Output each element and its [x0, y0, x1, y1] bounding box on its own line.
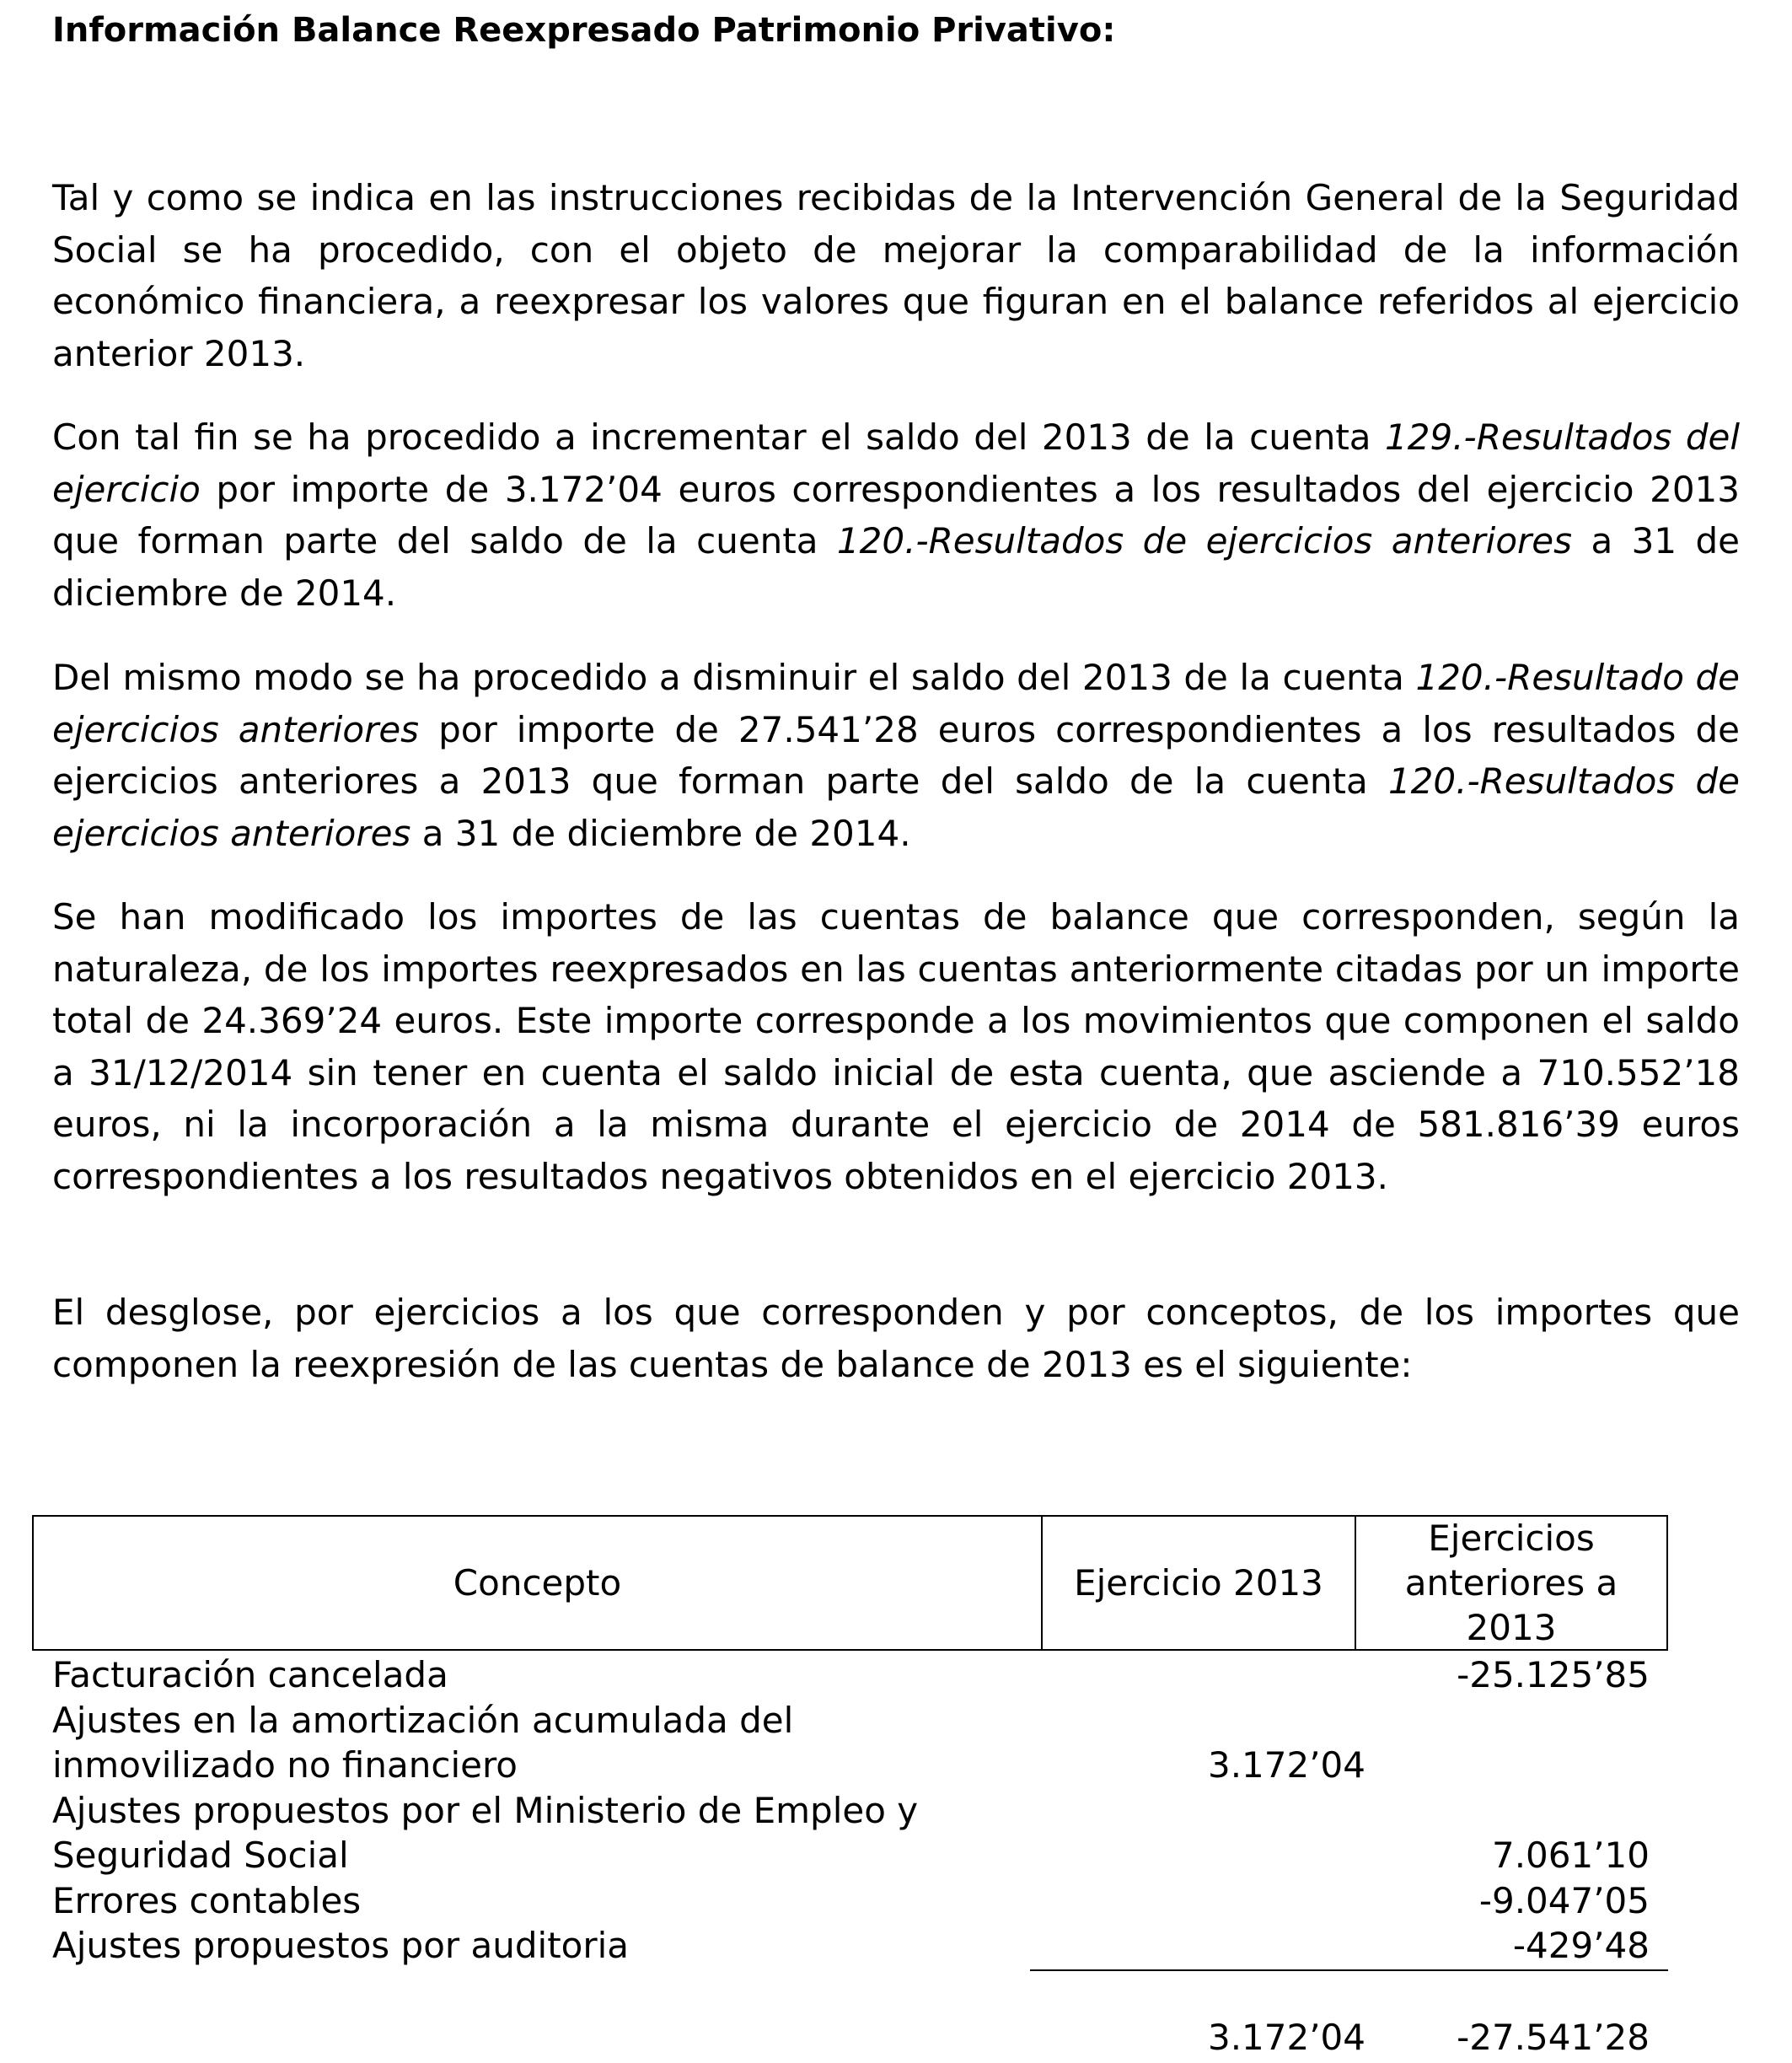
paragraph-text: Con tal fin se ha procedido a incrementar el saldo del 2013 de la cuenta — [52, 416, 1386, 458]
cell-concept-empty — [52, 2015, 1047, 2060]
total-2013: 3.172’04 — [1207, 2017, 1365, 2058]
table-row — [52, 1698, 1650, 1788]
table-row — [52, 1878, 1650, 1924]
cell-previous-years: -25.125’85 — [1457, 1654, 1650, 1695]
paragraph-text: a 31 de diciembre de 2014. — [52, 520, 1741, 614]
totals-divider — [1030, 1969, 1668, 1971]
column-header-previous-years — [1356, 1517, 1666, 1649]
table-row — [52, 1788, 1650, 1878]
table-body — [52, 1652, 1650, 1969]
paragraph-modifications: Se han modificado los importes de las cuentas de balance que corresponden, según la naturaleza, de los importes reexpresados en las cuentas anteriormente citadas por un importe total de 24.369’24 euros. Este importe corresponde a los movimientos que componen el saldo a 31/12/2014 sin tener en cuenta el saldo inicial de esta cuenta, que asciende a 710.552’18 euros, ni la incorporación a la misma durante el ejercicio de 2014 de 581.816’39 euros correspondientes a los resultados negativos obtenidos en el ejercicio 2013. — [52, 896, 1740, 1197]
account-reference: 120.-Resultados de ejercicios anteriores — [836, 520, 1573, 561]
column-header-concept: Concepto — [34, 1517, 1043, 1649]
cell-concept: Facturación cancelada — [52, 1654, 448, 1695]
cell-2013: 3.172’04 — [1207, 1744, 1365, 1786]
cell-concept: Ajustes propuestos por el Ministerio de Empleo y Seguridad Social — [52, 1789, 919, 1876]
account-reference: 120.-Resultado de ejercicios anteriores — [52, 657, 1740, 750]
column-header-previous-years-label: Ejercicios anteriores a 2013 — [1404, 1518, 1618, 1648]
paragraph-text: Del mismo modo se ha procedido a disminuir el saldo del 2013 de la cuenta — [52, 657, 1416, 698]
cell-concept: Errores contables — [52, 1879, 362, 1921]
table-header — [32, 1515, 1668, 1651]
cell-concept: Ajustes propuestos por auditoria — [52, 1925, 630, 1966]
cell-concept: Ajustes en la amortización acumulada del inmovilizado no financiero — [52, 1699, 794, 1786]
paragraph-text: por importe de 27.541’28 euros correspondientes a los resultados de ejercicios anteriores a 2013 que forman parte del saldo de la cuenta — [52, 708, 1740, 802]
cell-previous-years: -429’48 — [1512, 1925, 1650, 1966]
paragraph-text: por importe de 3.172’04 euros correspondientes a los resultados del ejercicio 2013 que forman parte del saldo de la cuenta — [52, 468, 1740, 561]
document-title: Información Balance Reexpresado Patrimonio Privativo: — [52, 11, 1116, 50]
paragraph-decrement — [52, 652, 1740, 859]
paragraph-intro: Tal y como se indica en las instrucciones recibidas de la Intervención General de la Seguridad Social se ha procedido, con el objeto de mejorar la comparabilidad de la información económico financiera, a reexpresar los valores que figuran en el balance referidos al ejercicio anterior 2013. — [52, 177, 1740, 374]
account-reference: 129.-Resultados del ejercicio — [52, 416, 1740, 510]
table-totals-row — [52, 2015, 1650, 2060]
table-row — [52, 1652, 1650, 1698]
paragraph-breakdown-intro: El desglose, por ejercicios a los que corresponden y por conceptos, de los importes que componen la reexpresión de las cuentas de balance de 2013 es el siguiente: — [52, 1292, 1740, 1385]
total-previous-years: -27.541’28 — [1457, 2017, 1650, 2058]
column-header-2013: Ejercicio 2013 — [1043, 1517, 1356, 1649]
table-row — [52, 1923, 1650, 1969]
cell-previous-years: 7.061’10 — [1491, 1835, 1650, 1876]
cell-previous-years: -9.047’05 — [1478, 1879, 1650, 1921]
paragraph-text: a 31 de diciembre de 2014. — [410, 812, 911, 854]
account-reference: 120.-Resultados de ejercicios anteriores — [52, 760, 1740, 854]
paragraph-increment — [52, 411, 1740, 619]
